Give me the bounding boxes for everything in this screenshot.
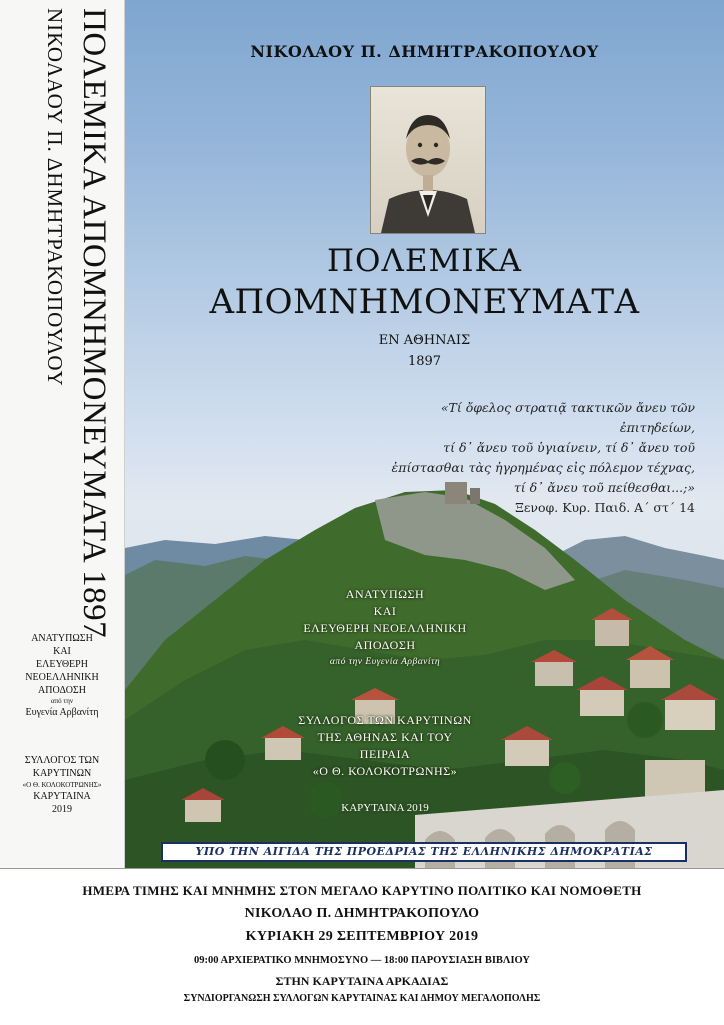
cover-author: ΝΙΚΟΛΑΟΥ Π. ΔΗΜΗΤΡΑΚΟΠΟΥΛΟΥ — [250, 42, 599, 61]
spine-reprint-line: ΑΠΟΔΟΣΗ — [38, 685, 86, 696]
cover-reprint-line: ΚΑΙ — [373, 604, 397, 618]
spine-reprint-line: ΑΝΑΤΥΠΩΣΗ — [31, 633, 93, 644]
spine-society-name: «Ο Θ. ΚΟΛΟΚΟΤΡΩΝΗΣ» — [22, 781, 102, 789]
spine-reprint-block — [2, 632, 122, 719]
spine-author: ΝΙΚΟΛΑΟΥ Π. ΔΗΜΗΤΡΑΚΟΠΟΥΛΟΥ — [43, 8, 67, 387]
quote-source: Ξενοφ. Κυρ. Παιδ. Α΄ στ΄ 14 — [515, 500, 695, 515]
announcement-location: ΣΤΗΝ ΚΑΡΥΤΑΙΝΑ ΑΡΚΑΔΙΑΣ — [275, 974, 449, 988]
cover-place: ΕΝ ΑΘΗΝΑΙΣ — [378, 333, 471, 348]
spine-reprint-from: από την — [50, 697, 74, 705]
cover-quote — [375, 398, 695, 518]
cover-society-block — [285, 712, 485, 780]
cover-society-line: ΤΗΣ ΑΘΗΝΑΣ ΚΑΙ ΤΟΥ — [317, 730, 453, 744]
announcement-schedule: 09:00 ΑΡΧΙΕΡΑΤΙΚΟ ΜΝΗΜΟΣΥΝΟ — 18:00 ΠΑΡΟΥΣΙΑΣΗ ΒΙΒΛΙΟΥ — [193, 955, 531, 966]
cover-title-line2: ΑΠΟΜΝΗΜΟΝΕΥΜΑΤΑ — [209, 282, 640, 322]
patronage-banner: ΥΠΟ ΤΗΝ ΑΙΓΙΔΑ ΤΗΣ ΠΡΟΕΔΡΙΑΣ ΤΗΣ ΕΛΛΗΝΙΚΗΣ ΔΗΜΟΚΡΑΤΙΑΣ — [161, 842, 687, 862]
spine-reprint-by: Ευγενία Αρβανίτη — [25, 707, 99, 718]
event-announcement — [0, 868, 724, 1025]
quote-line: «Τί ὄφελος στρατιᾷ τακτικῶν ἄνευ τῶν ἐπιτηδείων, — [440, 400, 695, 435]
spine-reprint-line: ΚΑΙ — [53, 646, 71, 657]
portrait-illustration — [371, 87, 485, 233]
spine-society-block — [2, 754, 122, 816]
book-cover — [125, 0, 724, 868]
spine-place: ΚΑΡΥΤΑΙΝΑ — [33, 791, 91, 802]
cover-society-line: «Ο Θ. ΚΟΛΟΚΟΤΡΩΝΗΣ» — [312, 764, 458, 778]
cover-reprint-line: ΑΠΟΔΟΣΗ — [354, 638, 416, 652]
quote-line: τί δ᾽ ἄνευ τοῦ πείθεσθαι...;» — [513, 480, 695, 495]
cover-reprint-line: ΑΝΑΤΥΠΩΣΗ — [345, 587, 425, 601]
announcement-organizers: ΣΥΝΔΙΟΡΓΑΝΩΣΗ ΣΥΛΛΟΓΩΝ ΚΑΡΥΤΑΙΝΑΣ ΚΑΙ ΔΗΜΟΥ ΜΕΓΑΛΟΠΟΛΗΣ — [183, 993, 541, 1004]
author-portrait — [370, 86, 486, 234]
announcement-date: ΚΥΡΙΑΚΗ 29 ΣΕΠΤΕΜΒΡΙΟΥ 2019 — [245, 929, 479, 944]
spine-reprint-line: ΕΛΕΥΘΕΡΗ — [36, 659, 88, 670]
spine-title: ΠΟΛΕΜΙΚΑ ΑΠΟΜΝΗΜΟΝΕΥΜΑΤΑ 1897 — [76, 8, 112, 639]
spine-society-line: ΣΥΛΛΟΓΟΣ ΤΩΝ — [24, 755, 100, 766]
announcement-headline: ΗΜΕΡΑ ΤΙΜΗΣ ΚΑΙ ΜΝΗΜΗΣ ΣΤΟΝ ΜΕΓΑΛΟ ΚΑΡΥΤΙΝΟ ΠΟΛΙΤΙΚΟ ΚΑΙ ΝΟΜΟΘΕΤΗ — [82, 883, 642, 898]
quote-line: ἐπίστασθαι τὰς ἠγρημένας εἰς πόλεμον τέχνας, — [391, 460, 695, 475]
cover-publication: ΚΑΡΥΤΑΙΝΑ 2019 — [341, 802, 429, 814]
spine-year: 2019 — [52, 804, 72, 815]
spine-society-line: ΚΑΡΥΤΙΝΩΝ — [32, 768, 92, 779]
cover-society-line: ΠΕΙΡΑΙΑ — [359, 747, 411, 761]
spine-reprint-line: ΝΕΟΕΛΛΗΝΙΚΗ — [25, 672, 99, 683]
announcement-honoree: ΝΙΚΟΛΑΟ Π. ΔΗΜΗΤΡΑΚΟΠΟΥΛΟ — [244, 906, 480, 921]
cover-year: 1897 — [407, 354, 442, 369]
cover-reprint-by: από την Ευγενία Αρβανίτη — [329, 657, 441, 667]
cover-society-line: ΣΥΛΛΟΓΟΣ ΤΩΝ ΚΑΡΥΤΙΝΩΝ — [298, 713, 472, 727]
book-spine — [0, 0, 125, 868]
cover-reprint-line: ΕΛΕΥΘΕΡΗ ΝΕΟΕΛΛΗΝΙΚΗ — [303, 621, 467, 635]
cover-reprint-block — [285, 586, 485, 671]
cover-title-line1: ΠΟΛΕΜΙΚΑ — [327, 243, 522, 279]
quote-line: τί δ᾽ ἄνευ τοῦ ὑγιαίνειν, τί δ᾽ ἄνευ τοῦ — [443, 440, 695, 455]
